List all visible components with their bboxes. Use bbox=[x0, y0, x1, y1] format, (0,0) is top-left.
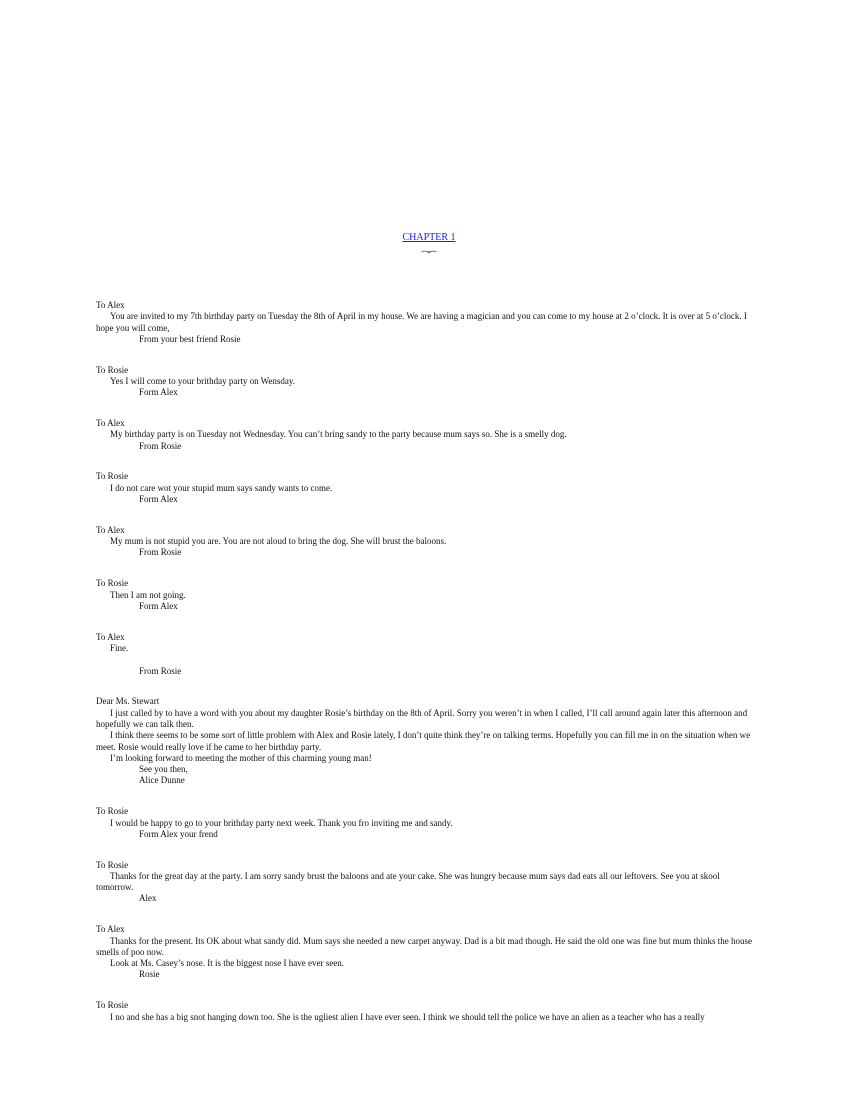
chapter-title-link[interactable]: CHAPTER 1 bbox=[402, 232, 456, 243]
letter bbox=[96, 418, 758, 452]
letter-salutation: To Rosie bbox=[96, 578, 129, 589]
letter bbox=[96, 860, 758, 905]
letter-signature: Form Alex bbox=[139, 600, 178, 611]
letter bbox=[96, 300, 758, 345]
letter-signature: Form Alex bbox=[139, 494, 178, 505]
letter-paragraph: My mum is not stupid you are. You are not aloud to bring the dog. She will brust the baloons. bbox=[110, 536, 447, 547]
letter-signature: See you then, bbox=[139, 764, 188, 775]
letter-signature: From your best friend Rosie bbox=[139, 333, 241, 344]
letters-list bbox=[96, 300, 758, 1042]
letter-signature: From Rosie bbox=[139, 440, 182, 451]
letter-paragraph: Fine. bbox=[110, 642, 129, 653]
letter-signature: From Rosie bbox=[139, 547, 182, 558]
letter-paragraph: Then I am not going. bbox=[110, 589, 186, 600]
letter-paragraph: My birthday party is on Tuesday not Wednesday. You can’t bring sandy to the party because mum says so. She is a smelly dog. bbox=[110, 429, 567, 440]
letter bbox=[96, 632, 758, 677]
chapter-heading bbox=[0, 232, 858, 254]
letter-salutation: Dear Ms. Stewart bbox=[96, 696, 160, 707]
letter-signature: Form Alex your frend bbox=[139, 828, 218, 839]
letter-salutation: To Alex bbox=[96, 524, 125, 535]
letter-salutation: To Alex bbox=[96, 631, 125, 642]
letter-paragraph: Thanks for the great day at the party. I am sorry sandy brust the baloons and ate your cake. She was hungry because mum says dad eats all our leftovers. See you at skool tomorrow. bbox=[96, 870, 720, 893]
letter-signature: From Rosie bbox=[139, 665, 182, 676]
letter-paragraph: I do not care wot your stupid mum says sandy wants to come. bbox=[110, 482, 333, 493]
letter-signature: Alice Dunne bbox=[139, 775, 185, 786]
letter bbox=[96, 806, 758, 840]
letter-salutation: To Rosie bbox=[96, 859, 129, 870]
ornament-flourish-icon bbox=[421, 250, 437, 254]
letter-paragraph: Thanks for the present. Its OK about what sandy did. Mum says she needed a new carpet anyway. Dad is a bit mad though. He said the old one was fine but mum thinks the house smells of poo now. bbox=[96, 935, 753, 957]
letter-paragraph: You are invited to my 7th birthday party on Tuesday the 8th of April in my house. We are having a magician and you can come to my house at 2 o’clock. It is over at 5 o’clock. I hope you will come, bbox=[96, 311, 747, 333]
letter-salutation: To Rosie bbox=[96, 1000, 129, 1011]
letter-salutation: To Rosie bbox=[96, 806, 129, 817]
letter-salutation: To Alex bbox=[96, 924, 125, 935]
letter bbox=[96, 471, 758, 505]
letter-salutation: To Alex bbox=[96, 418, 125, 429]
letter bbox=[96, 365, 758, 399]
letter-paragraph bbox=[96, 654, 758, 665]
letter bbox=[96, 1000, 758, 1023]
letter-paragraph: I would be happy to go to your brithday party next week. Thank you fro inviting me and sandy. bbox=[110, 817, 453, 828]
letter-signature: Rosie bbox=[139, 969, 160, 980]
letter-paragraph: I just called by to have a word with you about my daughter Rosie’s birthday on the 8th of April. Sorry you weren’t in when I called, I’ll call around again later this afternoon and hopefully we can talk then. bbox=[96, 707, 748, 729]
letter-paragraph: I no and she has a big snot hanging down too. She is the ugliest alien I have ever seen. I think we should tell the police we have an alien as a teacher who has a really bbox=[110, 1011, 705, 1022]
letter-signature: Alex bbox=[139, 893, 157, 904]
letter-paragraph: Yes I will come to your brithday party on Wensday. bbox=[110, 375, 296, 386]
letter-salutation: To Alex bbox=[96, 300, 125, 310]
letter-salutation: To Rosie bbox=[96, 364, 129, 375]
letter bbox=[96, 525, 758, 559]
letter-salutation: To Rosie bbox=[96, 471, 129, 482]
letter-paragraph: Look at Ms. Casey’s nose. It is the biggest nose I have ever seen. bbox=[110, 958, 344, 969]
letter bbox=[96, 578, 758, 612]
letter bbox=[96, 696, 758, 786]
letter-paragraph: I’m looking forward to meeting the mother of this charming young man! bbox=[110, 752, 372, 763]
letter-paragraph: I think there seems to be some sort of little problem with Alex and Rosie lately, I don’t quite think they’re on talking terms. Hopefully you can fill me in on the situation when we meet. Rosie would really love if he came to her birthday party. bbox=[96, 730, 751, 752]
letter-signature: Form Alex bbox=[139, 387, 178, 398]
letter bbox=[96, 924, 758, 980]
